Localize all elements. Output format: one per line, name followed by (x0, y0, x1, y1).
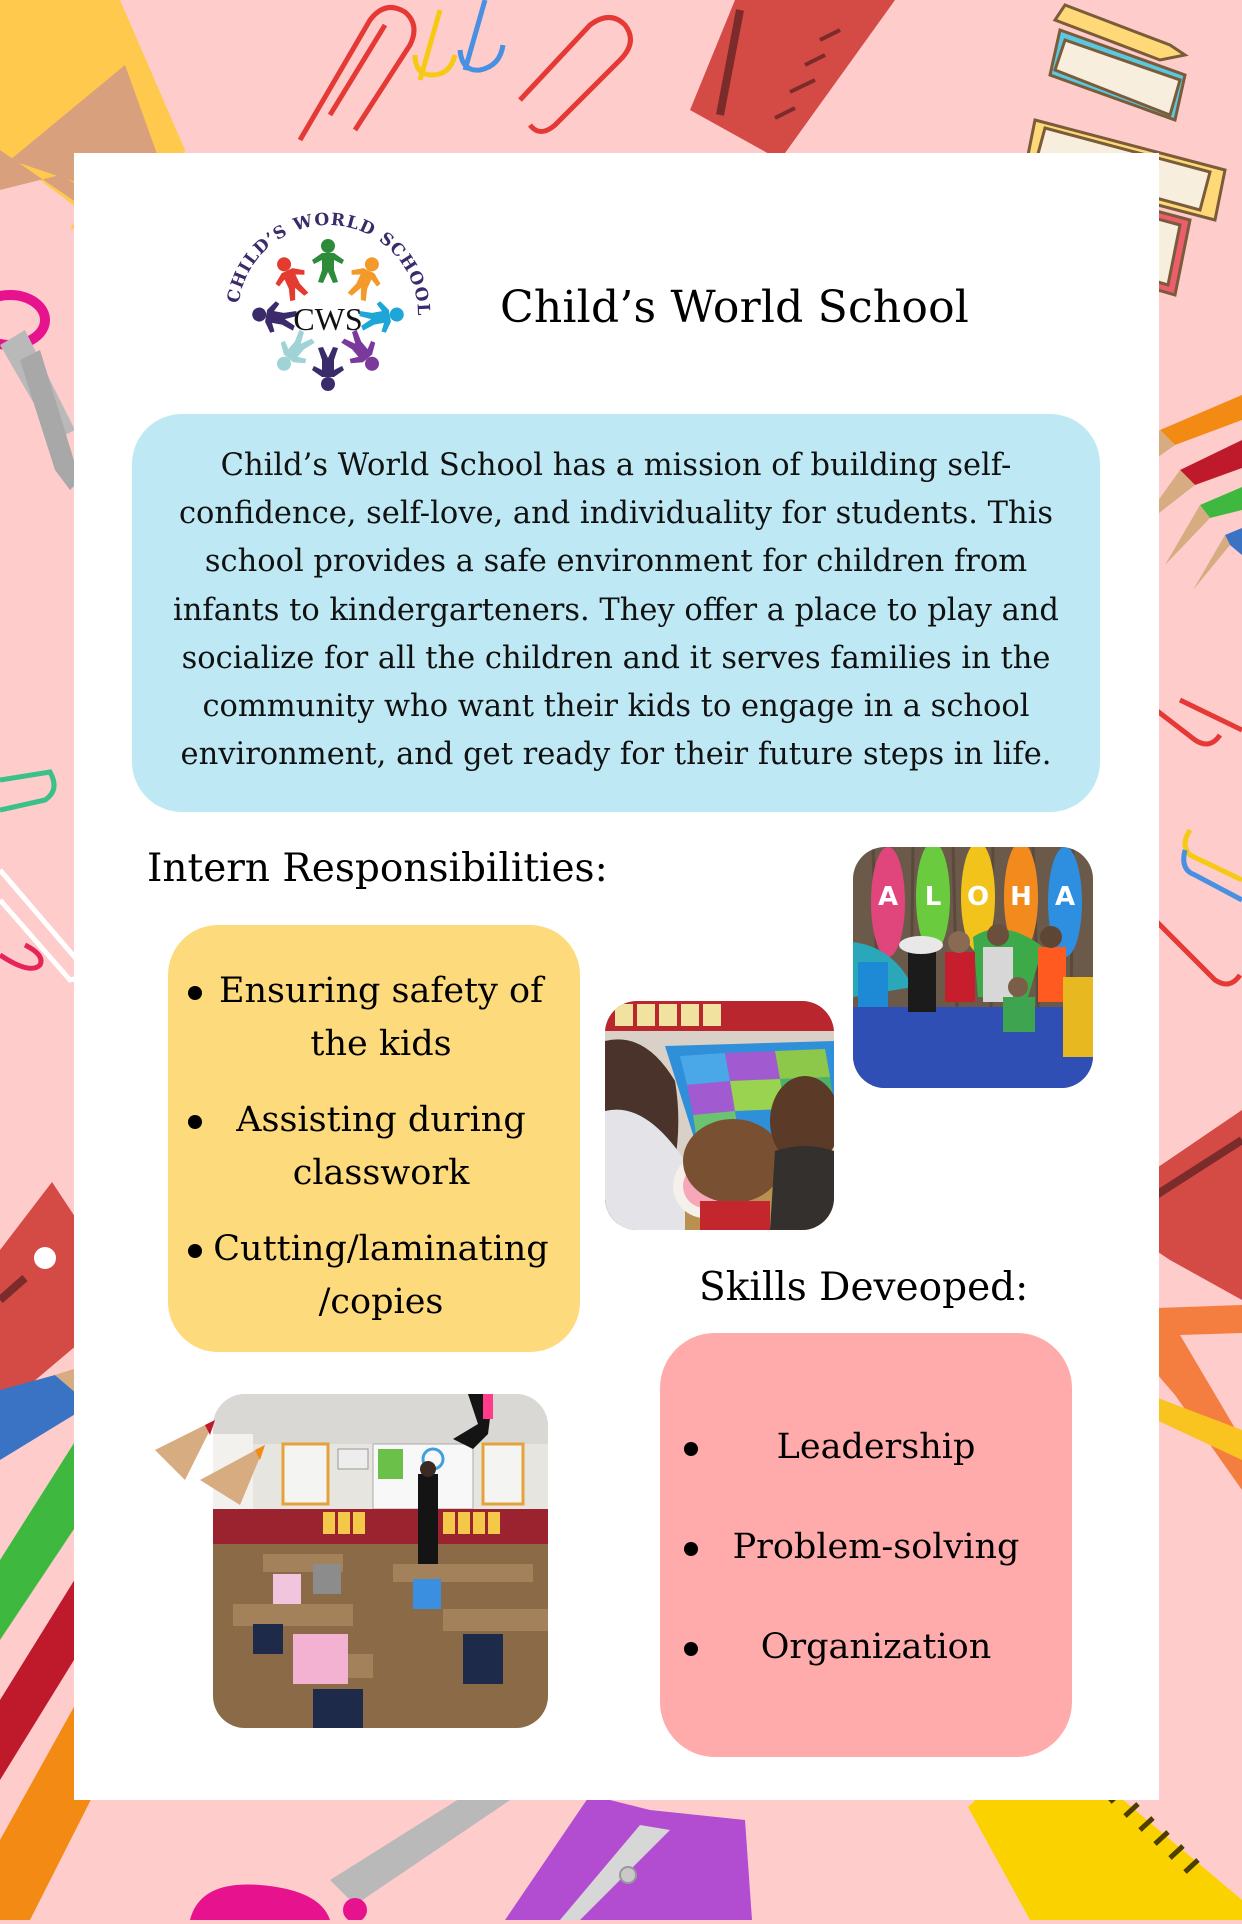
list-item-label: Ensuring safety of the kids (218, 971, 544, 1064)
aloha-letter: L (924, 882, 942, 912)
svg-text:CWS: CWS (293, 301, 363, 337)
mission-statement-box (132, 414, 1100, 812)
paperclip-icon (300, 0, 630, 140)
aloha-letter: O (966, 882, 990, 912)
bullet-icon (188, 1115, 202, 1129)
list-item (684, 1621, 1054, 1674)
mission-line: infants to kindergarteners. They offer a place to play and (173, 592, 1059, 628)
list-item (188, 1094, 560, 1200)
mission-line: confidence, self-love, and individuality for students. This (178, 496, 1054, 532)
aloha-letter: H (1010, 882, 1032, 912)
list-item (188, 1223, 560, 1329)
skills-box (660, 1333, 1072, 1757)
list-item (684, 1421, 1054, 1474)
list-item-label: Assisting during classwork (236, 1100, 526, 1193)
page-title: Child’s World School (500, 282, 970, 333)
skills-heading: Skills Deveoped: (699, 1265, 1029, 1310)
bullet-icon (188, 1244, 202, 1258)
photo-icon (213, 1394, 548, 1728)
classroom-photo (213, 1394, 548, 1728)
bullet-icon (684, 1542, 698, 1556)
list-item-label: Leadership (776, 1427, 976, 1467)
aloha-mural-photo (853, 847, 1093, 1088)
photo-icon (853, 847, 1093, 1088)
school-logo (218, 205, 436, 400)
svg-text:CHILD’S WORLD SCHOOL: CHILD’S WORLD SCHOOL (223, 209, 434, 317)
responsibilities-heading: Intern Responsibilities: (147, 846, 608, 891)
list-item (684, 1521, 1054, 1574)
ruler-icon (690, 0, 895, 160)
bullet-icon (684, 1442, 698, 1456)
sharpener-icon (505, 1795, 752, 1920)
aloha-letter: A (1054, 882, 1076, 912)
mission-line: socialize for all the children and it serves families in the (181, 640, 1051, 676)
aloha-letter: A (877, 882, 899, 912)
mission-line: school provides a safe environment for children from (204, 544, 1028, 580)
table-activity-photo (605, 1001, 834, 1230)
mission-line: environment, and get ready for their future steps in life. (180, 737, 1052, 773)
photo-icon (605, 1001, 834, 1230)
bullet-icon (684, 1642, 698, 1656)
list-item-label: Organization (760, 1627, 992, 1667)
mission-line: Child’s World School has a mission of building self- (220, 448, 1012, 483)
cws-logo-icon (218, 205, 436, 400)
bullet-icon (188, 986, 202, 1000)
responsibilities-box (168, 925, 580, 1352)
list-item-label: Problem-solving (732, 1527, 1020, 1567)
scissors-icon (0, 295, 80, 490)
mission-line: community who want their kids to engage in a school (202, 689, 1030, 725)
list-item-label: Cutting/laminating /copies (213, 1229, 549, 1322)
list-item (188, 965, 560, 1071)
